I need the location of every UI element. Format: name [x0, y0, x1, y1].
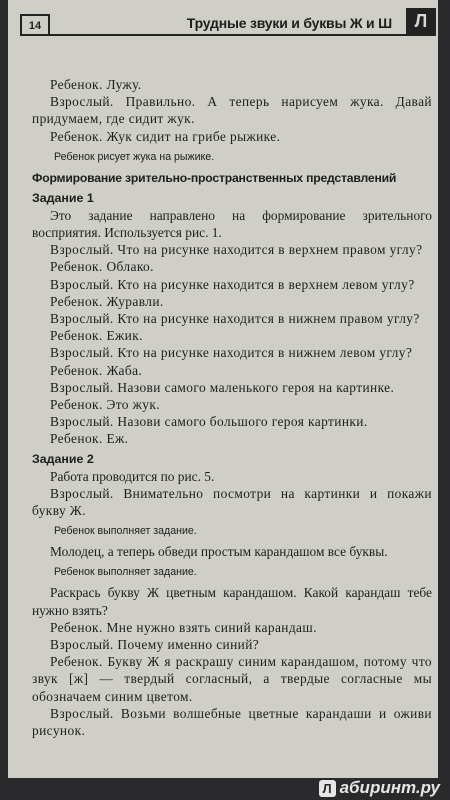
page-number: 14: [20, 14, 50, 36]
dialogue-line: Ребенок. Жаба.: [50, 362, 143, 378]
dialogue-line: Взрослый. Возьми волшебные цветные карандаши и оживи рисунок.: [32, 705, 432, 739]
dialogue-line: Взрослый. Назови самого большого героя картинки.: [50, 414, 368, 430]
site-watermark: [319, 778, 440, 798]
task-intro: Работа проводится по рис. 5.: [50, 468, 215, 484]
chapter-tab: Л: [406, 8, 436, 34]
dialogue-line: Взрослый. Почему именно синий?: [50, 637, 260, 653]
page-header: [20, 8, 436, 36]
dialogue-line: Взрослый. Внимательно посмотри на картинки и покажи букву Ж.: [32, 485, 432, 519]
text-line: Ребенок. Жук сидит на грибе рыжике.: [50, 128, 281, 144]
dialogue-line: Ребенок. Букву Ж я раскрашу синим карандашом, потому что звук [ж] — твердый согласный, а твердые согласные мы обозначаем синим цветом.: [32, 654, 432, 704]
dialogue-line: Взрослый. Кто на рисунке находится в нижнем правом углу?: [50, 311, 420, 327]
book-page: [8, 0, 438, 778]
dialogue-line: Ребенок. Ежик.: [50, 328, 143, 344]
section-title: Формирование зрительно-пространственных представлений: [32, 170, 397, 185]
stage-note: Ребенок выполняет задание.: [54, 525, 197, 538]
dialogue-line: Взрослый. Что на рисунке находится в верхнем правом углу?: [50, 242, 423, 258]
task-title: Задание 2: [32, 451, 94, 466]
dialogue-line: Ребенок. Облако.: [50, 259, 154, 275]
labirint-logo-icon: Л: [319, 780, 336, 797]
dialogue-line: Раскрась букву Ж цветным карандашом. Какой карандаш тебе нужно взять?: [32, 585, 432, 618]
dialogue-line: Ребенок. Еж.: [50, 431, 129, 447]
text-line: Взрослый. Правильно. А теперь нарисуем жука. Давай придумаем, где сидит жук.: [32, 94, 432, 127]
dialogue-line: Ребенок. Это жук.: [50, 397, 161, 413]
running-title: Трудные звуки и буквы Ж и Ш: [186, 15, 392, 31]
stage-note: Ребенок рисует жука на рыжике.: [54, 150, 215, 163]
dialogue-line: Ребенок. Мне нужно взять синий карандаш.: [50, 619, 317, 635]
watermark-text: абиринт.ру: [339, 778, 440, 797]
task-title: Задание 1: [32, 190, 94, 205]
dialogue-line: Молодец, а теперь обведи простым карандашом все буквы.: [50, 544, 388, 560]
dialogue-line: Взрослый. Кто на рисунке находится в верхнем левом углу?: [50, 276, 415, 292]
dialogue-line: Ребенок. Журавли.: [50, 293, 164, 309]
page-content: [32, 76, 432, 739]
stage-note: Ребенок выполняет задание.: [54, 566, 197, 579]
dialogue-line: Взрослый. Кто на рисунке находится в нижнем левом углу?: [50, 345, 413, 361]
text-line: Ребенок. Лужу.: [50, 77, 142, 92]
task-intro: Это задание направлено на формирование зрительного восприятия. Используется рис. 1.: [32, 207, 432, 241]
dialogue-line: Взрослый. Назови самого маленького героя на картинке.: [50, 379, 395, 395]
